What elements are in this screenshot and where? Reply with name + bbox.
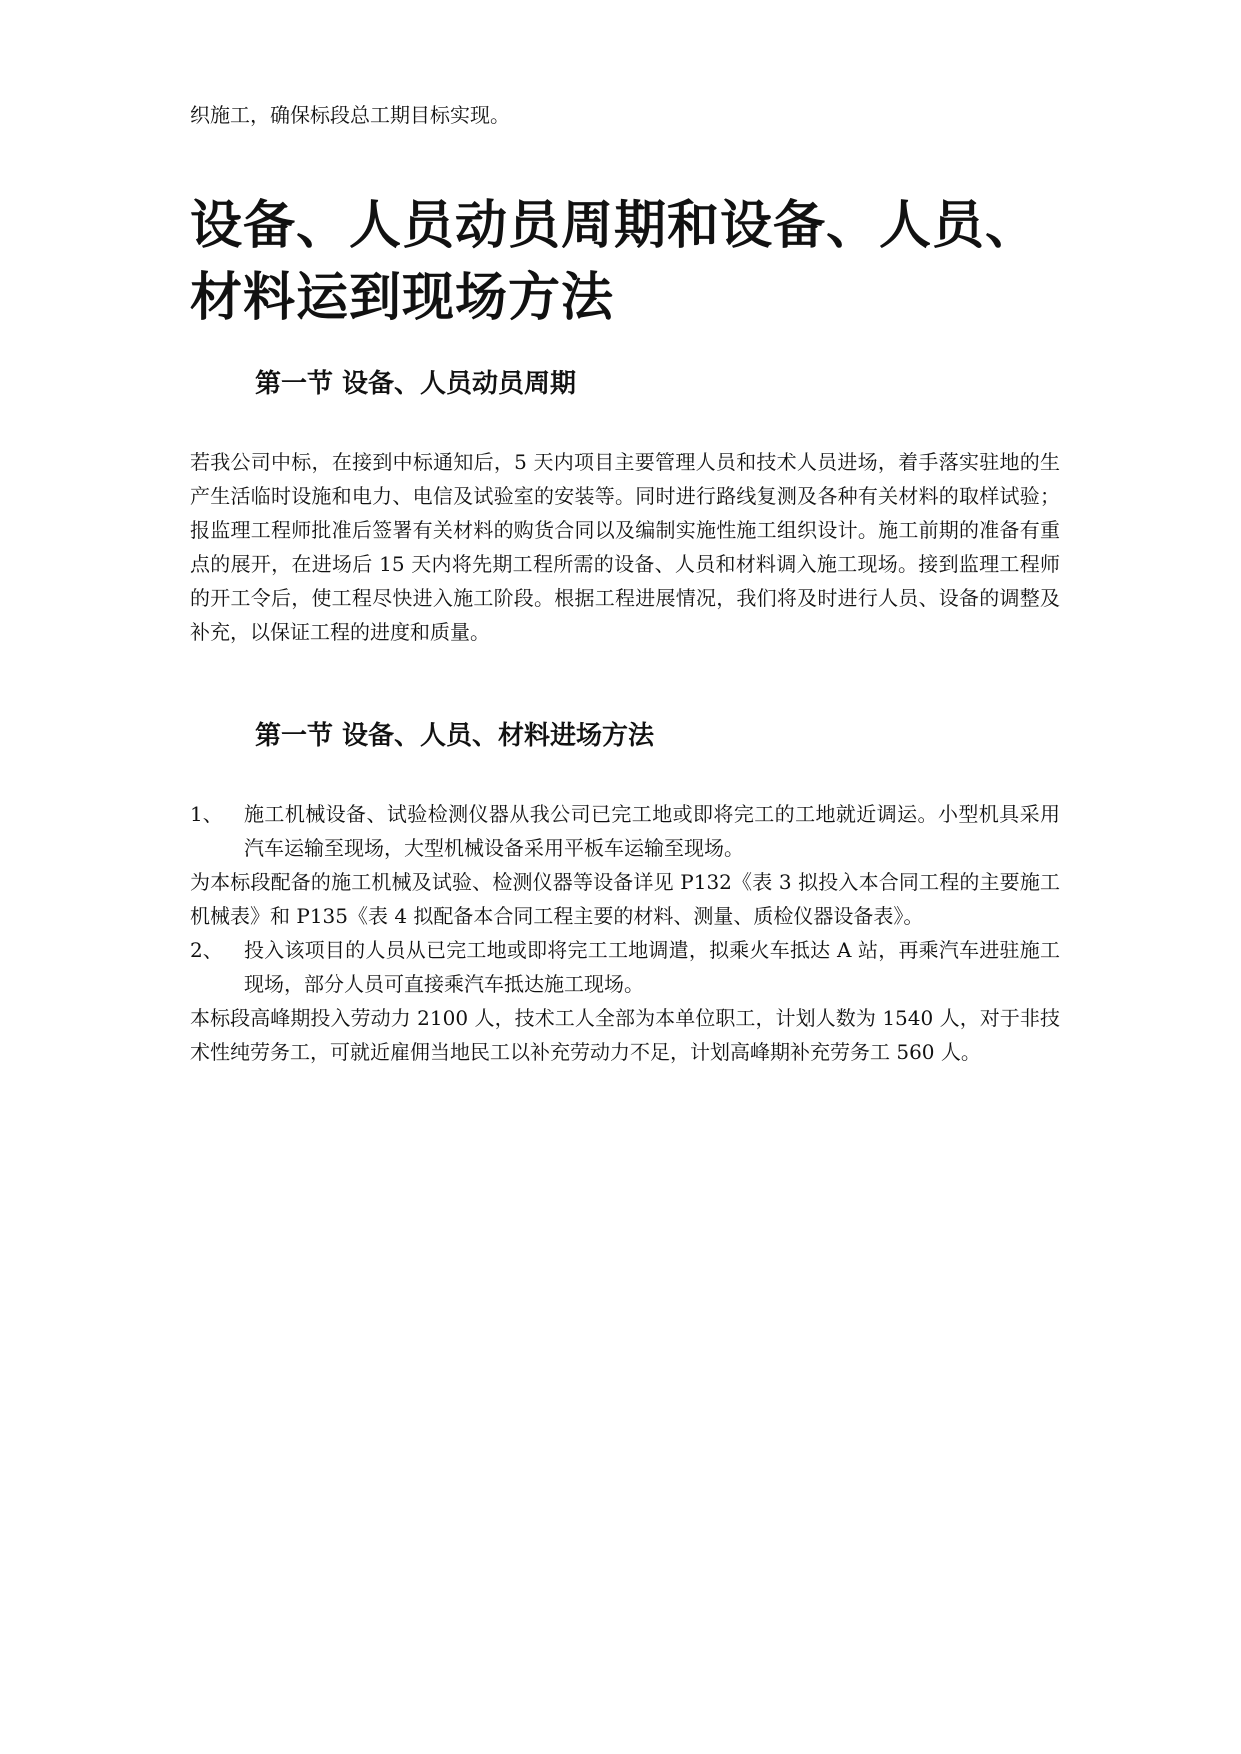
- mobilization-paragraph: 若我公司中标，在接到中标通知后，5 天内项目主要管理人员和技术人员进场，着手落实驻地的生产生活临时设施和电力、电信及试验室的安装等。同时进行路线复测及各种有关材料的取样试验；报监理工程师批准后签署有关材料的购货合同以及编制实施性施工组织设计。施工前期的准备有重点的展开，在进场后 15 天内将先期工程所需的设备、人员和材料调入施工现场。接到监理工程师的开工令后，使工程尽快进入施工阶段。根据工程进展情况，我们将及时进行人员、设备的调整及补充，以保证工程的进度和质量。: [190, 450, 1060, 644]
- numbered-item-personnel: [190, 933, 1060, 1001]
- item-text: 投入该项目的人员从已完工地或即将完工工地调遣，拟乘火车抵达 A 站，再乘汽车进驻施工现场，部分人员可直接乘汽车抵达施工现场。: [244, 938, 1060, 996]
- section-heading-entry-method: 第一节 设备、人员、材料进场方法: [255, 721, 655, 751]
- item-text: 施工机械设备、试验检测仪器从我公司已完工地或即将完工的工地就近调运。小型机具采用汽车运输至现场，大型机械设备采用平板车运输至现场。: [244, 802, 1060, 860]
- section-body-entry-method: [190, 797, 1060, 1069]
- item-number: 1、: [190, 802, 223, 826]
- equipment-note-paragraph: 为本标段配备的施工机械及试验、检测仪器等设备详见 P132《表 3 拟投入本合同工程的主要施工机械表》和 P135《表 4 拟配备本合同工程主要的材料、测量、质检仪器设备表》。: [190, 870, 1060, 928]
- continuation-text: 织施工，确保标段总工期目标实现。: [190, 103, 510, 127]
- item-number: 2、: [190, 938, 223, 962]
- section-heading-mobilization-period: 第一节 设备、人员动员周期: [255, 369, 577, 399]
- numbered-item-equipment: [190, 797, 1060, 865]
- section-body-mobilization-period: [190, 445, 1060, 649]
- document-title: 设备、人员动员周期和设备、人员、材料运到现场方法: [190, 196, 1039, 328]
- labor-note-paragraph: 本标段高峰期投入劳动力 2100 人，技术工人全部为本单位职工，计划人数为 1540 人，对于非技术性纯劳务工，可就近雇佣当地民工以补充劳动力不足，计划高峰期补充劳务工 560 人。: [190, 1006, 1060, 1064]
